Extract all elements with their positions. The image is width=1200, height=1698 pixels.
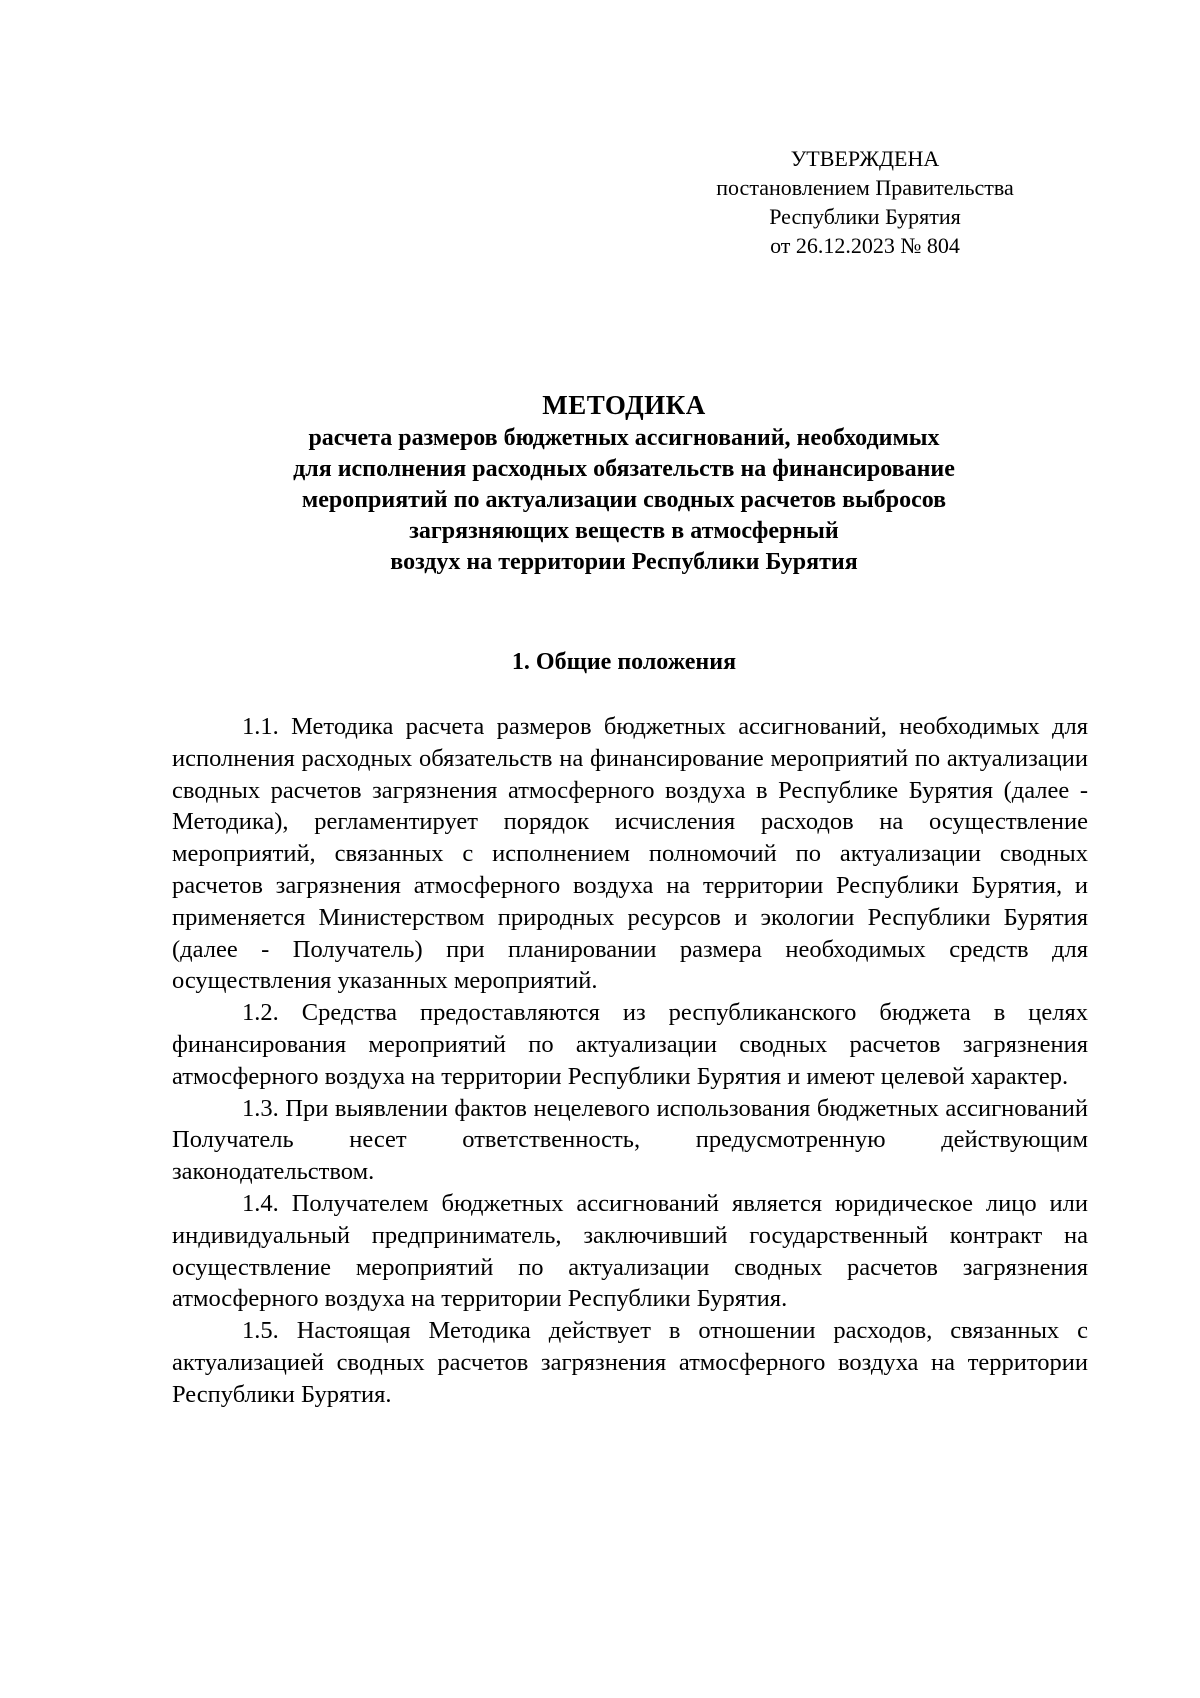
- title-subtitle-line: мероприятий по актуализации сводных расчетов выбросов: [301, 487, 947, 513]
- approval-stamp-block: [700, 144, 1030, 260]
- paragraph-1-2: 1.2. Средства предоставляются из республиканского бюджета в целях финансирования мероприятий по актуализации сводных расчетов загрязнения атмосферного воздуха на территории Республики Бурятия и имеют целевой характер.: [172, 999, 1088, 1090]
- paragraph-1-1: 1.1. Методика расчета размеров бюджетных ассигнований, необходимых для исполнения расходных обязательств на финансирование мероприятий по актуализации сводных расчетов загрязнения атмосферного воздуха в Республике Бурятия (далее - Методика), регламентирует порядок исчисления расходов на осуществление мероприятий, связанных с исполнением полномочий по актуализации сводных расчетов загрязнения атмосферного воздуха на территории Республики Бурятия, и применяется Министерством природных ресурсов и экологии Республики Бурятия (далее - Получатель) при планировании размера необходимых средств для осуществления указанных мероприятий.: [172, 713, 1088, 995]
- paragraph-1-4: 1.4. Получателем бюджетных ассигнований является юридическое лицо или индивидуальный предприниматель, заключивший государственный контракт на осуществление мероприятий по актуализации сводных расчетов загрязнения атмосферного воздуха на территории Республики Бурятия.: [172, 1189, 1088, 1313]
- paragraph-1-3: 1.3. При выявлении фактов нецелевого использования бюджетных ассигнований Получатель несет ответственность, предусмотренную действующим законодательством.: [172, 1094, 1088, 1186]
- title-subtitle-line: расчета размеров бюджетных ассигнований, необходимых: [308, 425, 940, 451]
- title-subtitle-line: для исполнения расходных обязательств на финансирование: [293, 456, 955, 482]
- section-body: [172, 711, 1088, 1411]
- approval-line-resolution: постановлением Правительства: [716, 175, 1014, 200]
- approval-line-date-number: от 26.12.2023 № 804: [770, 233, 960, 258]
- document-title: [160, 387, 1088, 578]
- approval-line-approved: УТВЕРЖДЕНА: [790, 146, 940, 171]
- title-main: МЕТОДИКА: [542, 390, 706, 420]
- section-heading: 1. Общие положения: [511, 649, 737, 675]
- approval-line-republic: Республики Бурятия: [769, 204, 961, 229]
- paragraph-1-5: 1.5. Настоящая Методика действует в отношении расходов, связанных с актуализацией сводных расчетов загрязнения атмосферного воздуха на территории Республики Бурятия.: [172, 1317, 1088, 1408]
- title-subtitle-line: воздух на территории Республики Бурятия: [390, 549, 858, 575]
- title-subtitle-line: загрязняющих веществ в атмосферный: [409, 518, 839, 544]
